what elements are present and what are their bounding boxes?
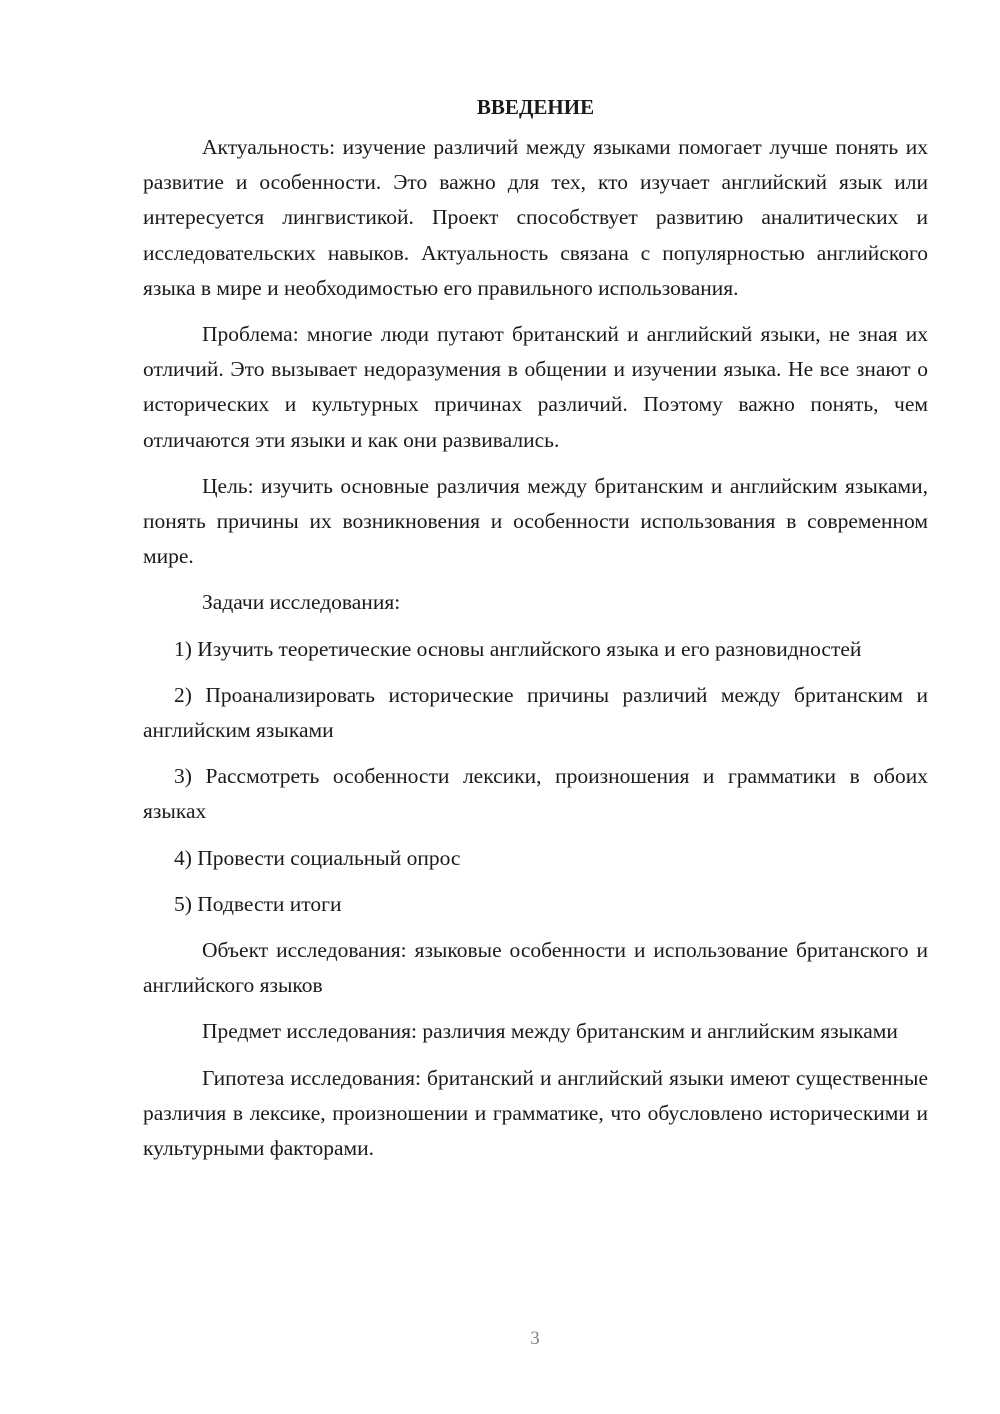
task-item-4: 4) Провести социальный опрос xyxy=(174,845,461,870)
task-item-3: 3) Рассмотреть особенности лексики, произношения и грамматики в обоих языках xyxy=(143,764,928,824)
paragraph-relevance: Актуальность: изучение различий между языками помогает лучше понять их развитие и особенности. Это важно для тех, кто изучает английский язык или интересуется лингвистикой. Проект способствует развитию аналитических и исследовательских навыков. Актуальность связана с популярностью английского языка в мире и необходимостью его правильного использования. xyxy=(143,135,928,300)
paragraph-goal: Цель: изучить основные различия между британским и английским языками, понять причины их возникновения и особенности использования в современном мире. xyxy=(143,473,928,569)
document-page xyxy=(143,90,928,1166)
task-item-1: 1) Изучить теоретические основы английского языка и его разновидностей xyxy=(174,636,862,661)
paragraph-problem: Проблема: многие люди путают британский и английский языки, не зная их отличий. Это вызывает недоразумения в общении и изучении языка. Не все знают о исторических и культурных причинах различий. Поэтому важно понять, чем отличаются эти языки и как они развивались. xyxy=(143,322,928,452)
paragraph-subject: Предмет исследования: различия между британским и английским языками xyxy=(202,1019,898,1044)
section-title: ВВЕДЕНИЕ xyxy=(476,95,595,119)
paragraph-object: Объект исследования: языковые особенности и использование британского и английского языков xyxy=(143,938,928,998)
task-item-2: 2) Проанализировать исторические причины различий между британским и английским языками xyxy=(143,682,928,743)
paragraph-tasks-heading: Задачи исследования: xyxy=(202,590,401,615)
task-item-5: 5) Подвести итоги xyxy=(174,891,342,916)
paragraph-hypothesis: Гипотеза исследования: британский и английский языки имеют существенные различия в лексике, произношении и грамматике, что обусловлено историческими и культурными факторами. xyxy=(143,1065,928,1161)
page-number: 3 xyxy=(530,1328,540,1349)
